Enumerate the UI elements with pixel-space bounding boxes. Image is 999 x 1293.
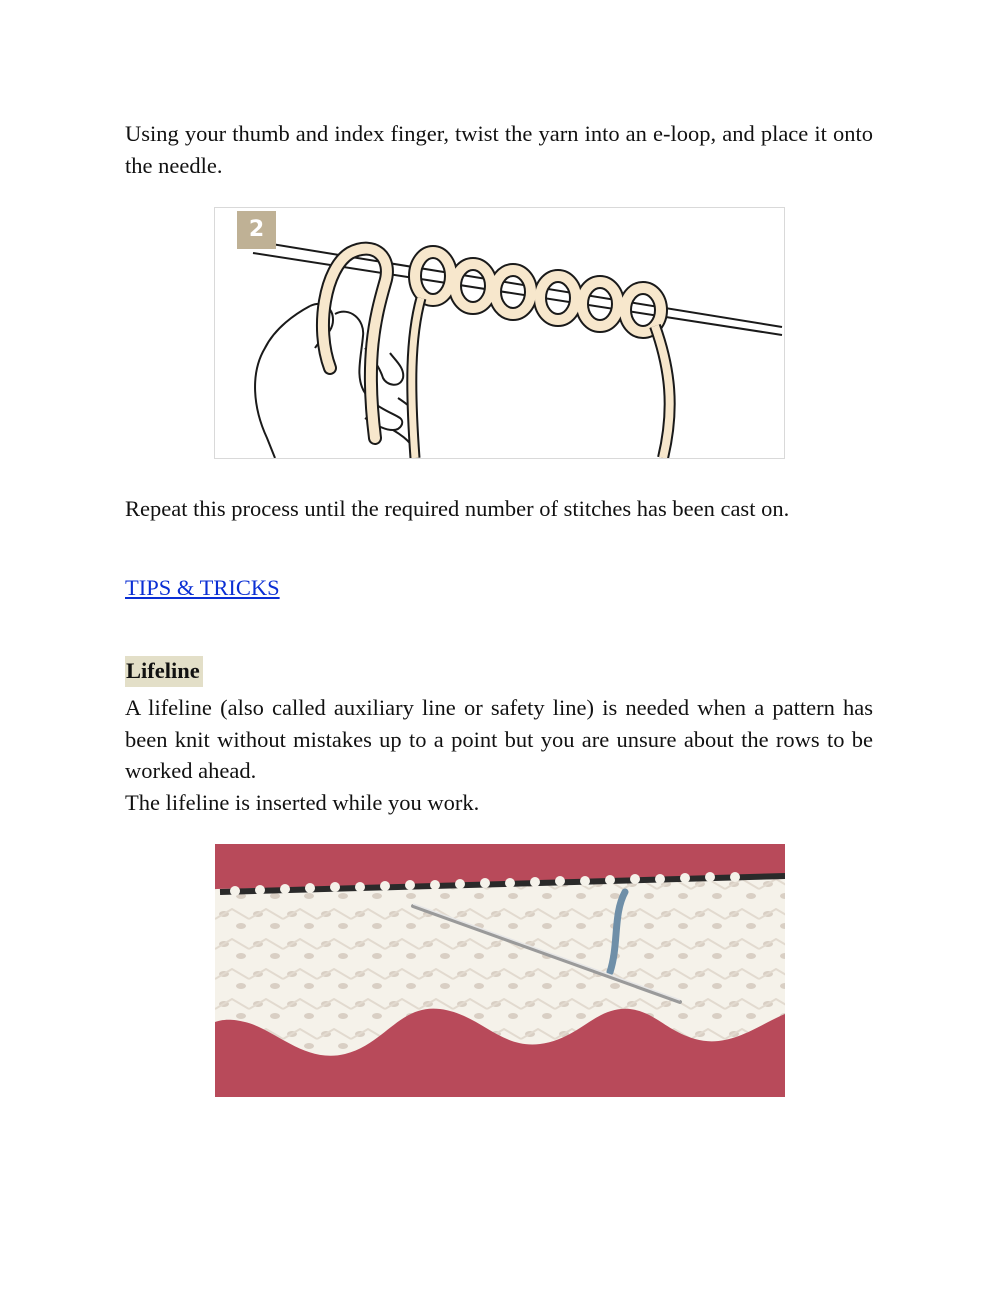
- lifeline-heading: Lifeline: [125, 656, 203, 687]
- hand-needle-drawing: [215, 208, 784, 458]
- repeat-paragraph: Repeat this process until the required number of stitches has been cast on.: [125, 496, 790, 521]
- instruction-paragraph: Using your thumb and index finger, twist the yarn into an e-loop, and place it onto the needle.: [125, 121, 873, 178]
- lace-knitting-image: [215, 844, 785, 1097]
- lifeline-paragraph: A lifeline (also called auxiliary line or safety line) is needed when a pattern has been knit without mistakes up to a point but you are unsure about the rows to be worked ahead.: [125, 695, 873, 783]
- step-number-badge: 2: [237, 211, 276, 249]
- tips-and-tricks-link[interactable]: TIPS & TRICKS: [125, 575, 280, 600]
- lifeline-knitting-photo: [215, 844, 785, 1097]
- e-loop-cast-on-illustration: [214, 207, 785, 459]
- lifeline-insert-paragraph: The lifeline is inserted while you work.: [125, 790, 480, 815]
